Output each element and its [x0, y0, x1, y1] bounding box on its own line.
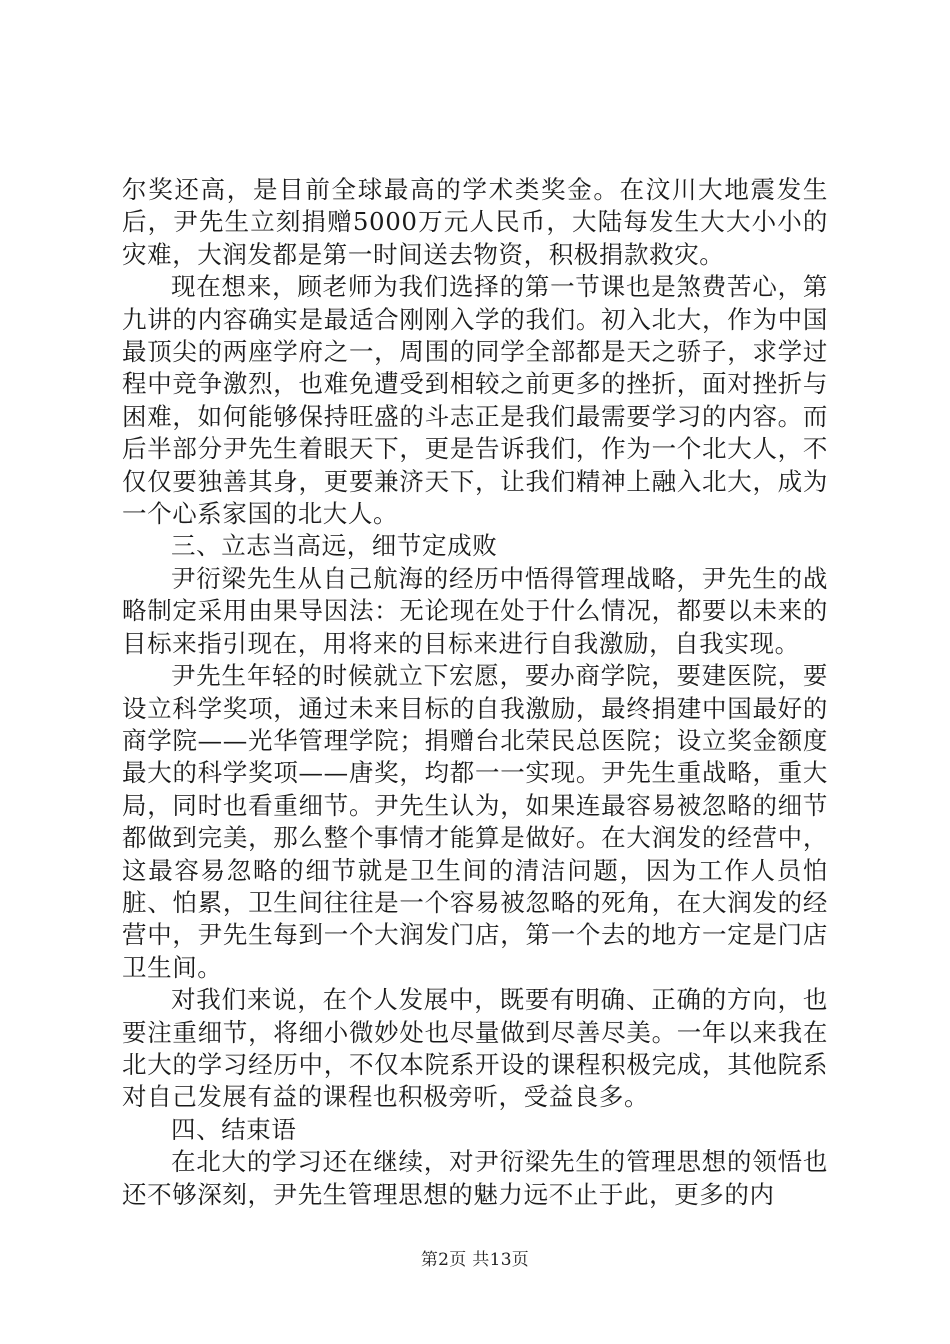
paragraph-conclusion: 在北大的学习还在继续，对尹衍梁先生的管理思想的领悟也还不够深刻，尹先生管理思想的魅力远不止于此，更多的内	[122, 1147, 828, 1209]
document-body	[122, 174, 828, 1211]
paragraph-personal: 对我们来说，在个人发展中，既要有明确、正确的方向，也要注重细节，将细小微妙处也尽量做到尽善尽美。一年以来我在北大的学习经历中，不仅本院系开设的课程积极完成，其他院系对自己发展有益的课程也积极旁听，受益良多。	[122, 985, 828, 1112]
paragraph-continuation: 尔奖还高，是目前全球最高的学术类奖金。在汶川大地震发生后，尹先生立刻捐赠5000万元人民币，大陆每发生大大小小的灾难，大润发都是第一时间送去物资，积极捐款救灾。	[122, 175, 828, 269]
page-number-footer: 第2页 共13页	[420, 1250, 530, 1270]
paragraph-first-lesson: 现在想来，顾老师为我们选择的第一节课也是煞费苦心，第九讲的内容确实是最适合刚刚入学的我们。初入北大，作为中国最顶尖的两座学府之一，周围的同学全部都是天之骄子，求学过程中竞争激烈，也难免遭受到相较之前更多的挫折，面对挫折与困难，如何能够保持旺盛的斗志正是我们最需要学习的内容。而后半部分尹先生着眼天下，更是告诉我们，作为一个北大人，不仅仅要独善其身，更要兼济天下，让我们精神上融入北大，成为一个心系家国的北大人。	[122, 272, 828, 529]
paragraph-strategy: 尹衍梁先生从自己航海的经历中悟得管理战略，尹先生的战略制定采用由果导因法：无论现在处于什么情况，都要以未来的目标来指引现在，用将来的目标来进行自我激励，自我实现。	[122, 563, 828, 658]
section-heading-three: 三、立志当高远，细节定成败	[171, 531, 498, 561]
paragraph-details: 尹先生年轻的时候就立下宏愿，要办商学院，要建医院，要设立科学奖项，通过未来目标的自我激励，最终捐建中国最好的商学院——光华管理学院；捐赠台北荣民总医院；设立奖金额度最大的科学奖项——唐奖，均都一一实现。尹先生重战略，重大局，同时也看重细节。尹先生认为，如果连最容易被忽略的细节都做到完美，那么整个事情才能算是做好。在大润发的经营中，这最容易忽略的细节就是卫生间的清洁问题，因为工作人员怕脏、怕累，卫生间往往是一个容易被忽略的死角，在大润发的经营中，尹先生每到一个大润发门店，第一个去的地方一定是门店卫生间。	[122, 661, 828, 982]
section-heading-four: 四、结束语	[171, 1114, 297, 1144]
